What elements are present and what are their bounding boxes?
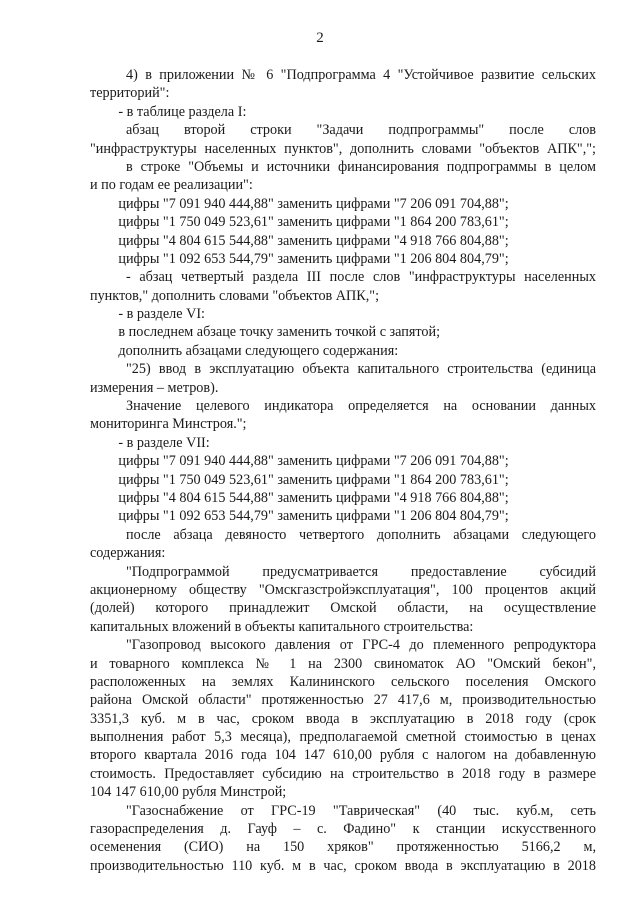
text-line: расположенных на землях Калининского сельского поселения Омского [90, 673, 596, 690]
text-line: - в разделе VI: [90, 306, 205, 323]
text-line: и товарного комплекса № 1 на 2300 свиноматок АО "Омский бекон", [90, 655, 596, 672]
text-line: газораспределения д. Гауф – с. Фадино" к станции искусственного [90, 821, 596, 838]
page-number: 2 [316, 30, 324, 46]
text-line: дополнить абзацами следующего содержания: [90, 342, 399, 359]
text-line: цифры "4 804 615 544,88" заменить цифрами "4 918 766 804,88"; [90, 232, 509, 249]
text-line: пунктов," дополнить словами "объектов АПК,"; [90, 287, 380, 304]
text-line: измерения – метров). [90, 379, 219, 396]
text-line: "Газопровод высокого давления от ГРС-4 до племенного репродуктора [126, 637, 596, 654]
text-line: цифры "1 750 049 523,61" заменить цифрами "1 864 200 783,61"; [90, 214, 509, 231]
text-line: цифры "1 092 653 544,79" заменить цифрами "1 206 804 804,79"; [90, 250, 509, 267]
text-line: в последнем абзаце точку заменить точкой с запятой; [90, 324, 441, 341]
text-line: акционерному обществу "Омскгазстройэксплуатация", 100 процентов акций [90, 581, 596, 598]
text-line: цифры "1 750 049 523,61" заменить цифрами "1 864 200 783,61"; [90, 471, 509, 488]
text-line: выполнения работ 5,3 месяца), предполагаемой сметной стоимостью в ценах [90, 729, 596, 746]
text-line: производительностью 110 куб. м в час, сроком ввода в эксплуатацию в 2018 [90, 857, 596, 874]
text-line: абзац второй строки "Задачи подпрограммы" после слов [126, 122, 596, 139]
text-line: 4) в приложении № 6 "Подпрограмма 4 "Устойчивое развитие сельских [126, 67, 596, 83]
text-line: территорий": [90, 85, 170, 102]
text-line: 3351,3 куб. м в час, сроком ввода в эксплуатацию в 2018 году (срок [90, 710, 596, 727]
text-line: мониторинга Минстроя."; [90, 416, 247, 433]
document-body [90, 66, 596, 875]
text-line: "25) ввод в эксплуатацию объекта капитального строительства (единица [126, 361, 596, 378]
text-line: после абзаца девяносто четвертого дополнить абзацами следующего [126, 526, 596, 543]
text-line: капитальных вложений в объекты капитального строительства: [90, 618, 474, 635]
text-line: "Газоснабжение от ГРС-19 "Таврическая" (40 тыс. куб.м, сеть [126, 802, 596, 819]
text-line: цифры "1 092 653 544,79" заменить цифрами "1 206 804 804,79"; [90, 508, 509, 525]
text-line: и по годам ее реализации": [90, 177, 253, 194]
text-line: в строке "Объемы и источники финансирования подпрограммы в целом [126, 158, 596, 175]
text-line: 104 147 610,00 рубля Минстрой; [90, 784, 287, 801]
text-line: района Омской области" протяженностью 27 417,6 м, производительностью [90, 692, 596, 709]
text-line: Значение целевого индикатора определяется на основании данных [126, 398, 596, 415]
text-line: осеменения (СИО) на 150 хряков" протяженностью 5166,2 м, [90, 839, 596, 856]
text-line: второго квартала 2016 года 104 147 610,00 рубля с налогом на добавленную [90, 747, 596, 764]
text-line: - в таблице раздела I: [90, 103, 247, 120]
text-line: цифры "7 091 940 444,88" заменить цифрами "7 206 091 704,88"; [90, 195, 509, 212]
text-line: цифры "4 804 615 544,88" заменить цифрами "4 918 766 804,88"; [90, 489, 509, 506]
text-line: - в разделе VII: [90, 434, 210, 451]
text-line: "инфраструктуры населенных пунктов", дополнить словами "объектов АПК","; [90, 140, 596, 157]
text-line: (долей) которого принадлежит Омской области, на осуществление [90, 600, 596, 617]
text-line: "Подпрограммой предусматривается предоставление субсидий [126, 563, 596, 580]
text-line: - абзац четвертый раздела III после слов "инфраструктуры населенных [126, 269, 596, 286]
text-line: стоимость. Предоставляет субсидию на строительство в 2018 году в размере [90, 765, 596, 782]
text-line: цифры "7 091 940 444,88" заменить цифрами "7 206 091 704,88"; [90, 453, 509, 470]
text-line: содержания: [90, 545, 166, 562]
